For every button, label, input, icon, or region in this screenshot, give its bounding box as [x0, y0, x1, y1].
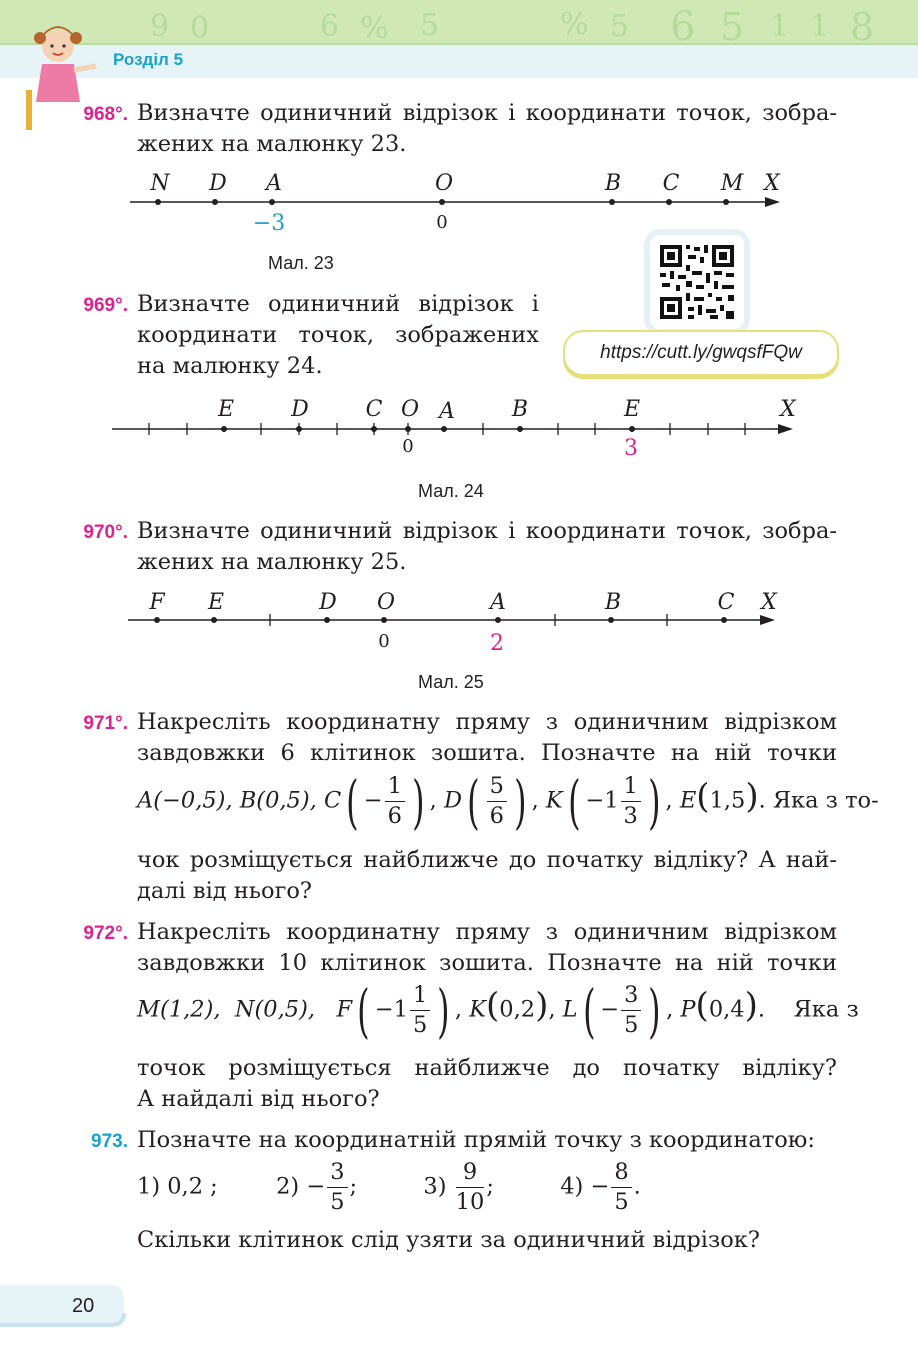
point-m: M(1,2),	[137, 996, 221, 1023]
problem-968-line1: Визначте одиничний відрізок і координати точок, зобра-	[137, 100, 837, 126]
point-label-C: C	[365, 397, 383, 422]
point-p-name: P	[680, 996, 696, 1023]
figure-25-number-line	[120, 585, 800, 659]
point-label-N: N	[150, 171, 170, 196]
problem-number-969: 969°.	[83, 295, 128, 316]
svg-text:8: 8	[850, 5, 875, 49]
axis-label-X: X	[780, 397, 796, 422]
axis-label-X: X	[761, 590, 777, 615]
point-label-B: B	[604, 171, 622, 196]
point-n: N(0,5),	[234, 996, 316, 1023]
point-label-E-right: E	[623, 397, 641, 422]
figure-23-number-line	[120, 166, 800, 240]
point-label-C: C	[662, 171, 680, 196]
problem-969-line1: Визначте одиничний відрізок і	[137, 291, 539, 317]
point-f-name: F	[336, 996, 353, 1023]
point-label-D: D	[319, 590, 337, 615]
point-label-E: E	[207, 590, 225, 615]
point-label-F: F	[149, 590, 165, 615]
problem-969-line3: на малюнку 24.	[137, 353, 323, 379]
problem-972-line2: завдовжки 10 клітинок зошита. Позначте на ній точки	[137, 950, 837, 976]
problem-973-items: 1) 0,2 ; 2) − $\frac{3}{5}$ ; 3) $\frac{9}{10}$ ; 4) − $\frac{8}{5}$ .	[137, 1159, 641, 1215]
figure-23-caption: Мал. 23	[268, 253, 334, 273]
fraction-item-3: $\frac{9}{10}$	[455, 1159, 485, 1215]
point-a: A(−0,5),	[137, 787, 233, 814]
origin-label: 0	[378, 631, 390, 652]
point-label-A: A	[490, 590, 506, 615]
fraction-c: $\frac{1}{6}$	[385, 772, 405, 831]
value-label-E: 3	[624, 436, 638, 461]
fraction-d: $\frac{5}{6}$	[487, 772, 507, 831]
fraction-item-4: $\frac{8}{5}$	[611, 1158, 631, 1217]
value-label-A: −3	[252, 211, 286, 236]
problem-972-points: M(1,2), N(0,5), F( −1 $\frac{1}{5}$ ) , K(0,2), L( − $\frac{3}{5}$ ) , P(0,4). Яка з	[137, 976, 859, 1045]
problem-970-line1: Визначте одиничний відрізок і координати точок, зобра-	[137, 518, 837, 544]
problem-973-line1: Позначте на координатній прямій точку з координатою:	[137, 1127, 815, 1153]
section-title: Розділ 5	[113, 50, 184, 69]
point-label-C: C	[717, 590, 735, 615]
svg-text:1: 1	[810, 9, 830, 44]
point-c-name: C	[323, 787, 342, 814]
page-header	[0, 0, 918, 78]
fraction-l: $\frac{3}{5}$	[621, 981, 641, 1040]
problem-968-line2: жених на малюнку 23.	[137, 131, 407, 157]
svg-text:9: 9	[150, 9, 170, 44]
page-number: 20	[72, 1295, 95, 1317]
point-b: B(0,5),	[239, 787, 317, 814]
svg-text:5: 5	[720, 5, 745, 49]
point-label-D: D	[291, 397, 309, 422]
problem-971-points: A(−0,5), B(0,5), C( − $\frac{1}{6}$ ) , D( $\frac{5}{6}$ ) , K( −1 $\frac{1}{3}$ ) , E(1,5). Яка з то-	[137, 767, 879, 836]
problem-971-line1: Накресліть координатну пряму з одиничним відрізком	[137, 709, 837, 735]
problem-969-line2: координати точок, зображених	[137, 322, 539, 348]
fraction-item-2: $\frac{3}{5}$	[327, 1158, 347, 1217]
svg-text:1: 1	[770, 9, 790, 44]
item-1: 1) 0,2 ;	[137, 1173, 218, 1200]
svg-text:%: %	[560, 7, 589, 42]
qr-code-icon	[650, 235, 744, 329]
point-label-O: O	[376, 590, 396, 615]
figure-24-caption: Мал. 24	[418, 481, 484, 501]
problem-number-972: 972°.	[83, 923, 128, 944]
item-3-label: 3)	[423, 1173, 447, 1200]
point-label-A: A	[266, 171, 282, 196]
point-label-M: M	[720, 171, 744, 196]
origin-label: 0	[436, 212, 448, 233]
point-label-B: B	[604, 590, 622, 615]
page-number-tab	[0, 1285, 140, 1333]
point-k-name: K	[469, 996, 487, 1023]
point-e-name: E	[679, 787, 697, 814]
svg-text:5: 5	[420, 8, 440, 43]
figure-24-number-line	[110, 392, 810, 466]
svg-text:6: 6	[320, 9, 340, 44]
problem-number-968: 968°.	[83, 104, 128, 125]
svg-text:%: %	[360, 11, 389, 46]
problem-973-line3: Скільки клітинок слід узяти за одиничний відрізок?	[137, 1227, 760, 1253]
fraction-f: $\frac{1}{5}$	[410, 981, 430, 1040]
svg-text:0: 0	[190, 11, 210, 46]
point-label-D: D	[209, 171, 227, 196]
problem-number-973: 973.	[91, 1131, 128, 1152]
qr-link[interactable]: https://cutt.ly/gwqsfFQw	[600, 342, 802, 363]
point-d-name: D	[443, 787, 462, 814]
problem-971-line5: далі від нього?	[137, 878, 312, 904]
point-label-E-left: E	[217, 397, 235, 422]
problem-number-971: 971°.	[83, 713, 128, 734]
point-label-O: O	[400, 397, 420, 422]
fraction-k: $\frac{1}{3}$	[621, 772, 641, 831]
figure-25-caption: Мал. 25	[418, 672, 484, 692]
origin-label: 0	[402, 436, 414, 457]
item-4-label: 4) −	[560, 1173, 610, 1200]
problem-972-line4: точок розміщується найближче до початку відліку?	[137, 1055, 837, 1081]
qr-code[interactable]	[650, 235, 744, 329]
value-label-A: 2	[490, 631, 504, 656]
problem-number-970: 970°.	[83, 522, 128, 543]
point-label-A: A	[439, 399, 455, 424]
problem-971-line2: завдовжки 6 клітинок зошита. Позначте на ній точки	[137, 740, 837, 766]
item-2-label: 2) −	[276, 1173, 326, 1200]
problem-970-line2: жених на малюнку 25.	[137, 549, 407, 575]
axis-label-X: X	[764, 171, 780, 196]
svg-text:6: 6	[670, 4, 696, 50]
problem-972-line5: А найдалі від нього?	[137, 1086, 380, 1112]
svg-text:5: 5	[610, 9, 630, 44]
point-l-name: L	[562, 996, 578, 1023]
point-k-name: K	[545, 787, 563, 814]
point-label-B: B	[511, 397, 529, 422]
problem-972-line1: Накресліть координатну пряму з одиничним відрізком	[137, 919, 837, 945]
problem-971-line4: чок розміщується найближче до початку відліку? А най-	[137, 847, 837, 873]
qr-link-box[interactable]	[563, 330, 839, 376]
point-label-O: O	[434, 171, 454, 196]
